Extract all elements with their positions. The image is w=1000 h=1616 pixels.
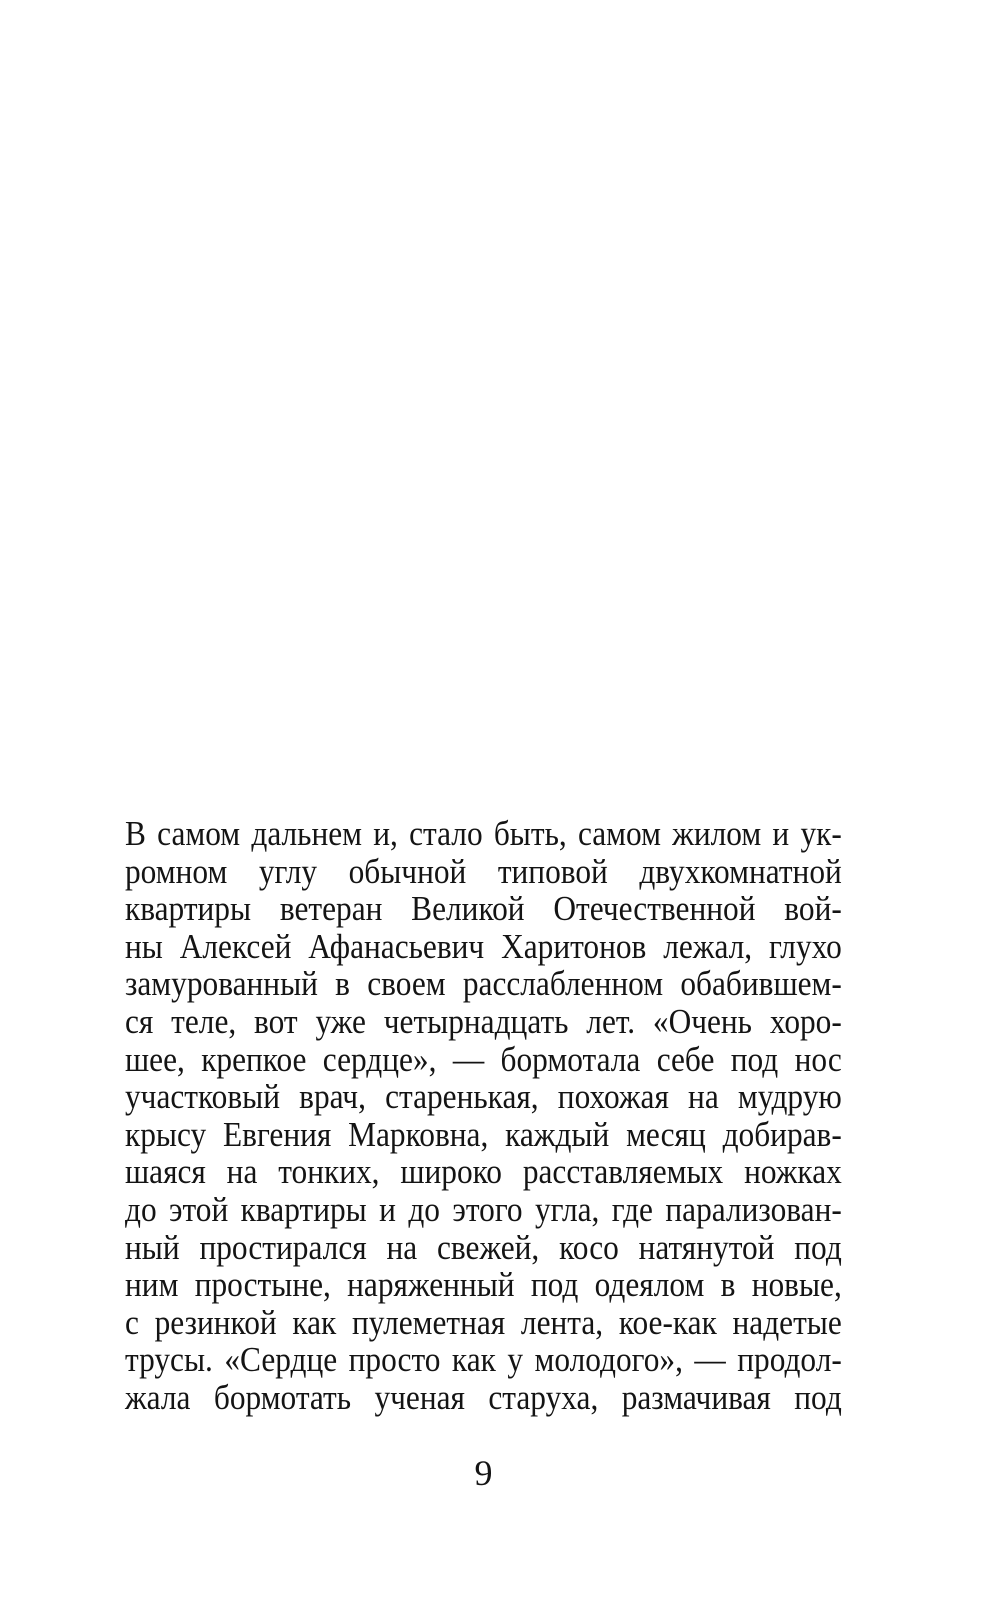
text-line: жала бормотать ученая старуха, размачивая под: [125, 1377, 842, 1417]
text-line: замурованный в своем расслабленном обабившем-: [125, 964, 842, 1004]
text-line: ны Алексей Афанасьевич Харитонов лежал, глухо: [125, 926, 842, 966]
text-line: участковый врач, старенькая, похожая на мудрую: [125, 1077, 842, 1117]
text-line: с резинкой как пулеметная лента, кое-как надетые: [125, 1302, 842, 1342]
text-line: ный простирался на свежей, косо натянутой под: [125, 1227, 842, 1267]
text-line: шее, крепкое сердце», — бормотала себе под нос: [125, 1039, 842, 1079]
text-line: крысу Евгения Марковна, каждый месяц добирав-: [125, 1114, 842, 1154]
text-line: ним простыне, наряженный под одеялом в новые,: [125, 1265, 842, 1305]
text-line: квартиры ветеран Великой Отечественной вой-: [125, 889, 842, 929]
text-line: В самом дальнем и, стало быть, самом жилом и ук-: [125, 814, 842, 853]
text-line: трусы. «Сердце просто как у молодого», — продол-: [125, 1340, 842, 1380]
text-line: до этой квартиры и до этого угла, где парализован-: [125, 1189, 842, 1229]
text-line: ся теле, вот уже четырнадцать лет. «Очень хоро-: [125, 1001, 842, 1041]
text-line: шаяся на тонких, широко расставляемых ножках: [125, 1152, 842, 1192]
paragraph-text-block: [125, 815, 842, 1417]
page-number: 9: [474, 1453, 493, 1493]
text-line: ромном углу обычной типовой двухкомнатной: [125, 851, 842, 891]
